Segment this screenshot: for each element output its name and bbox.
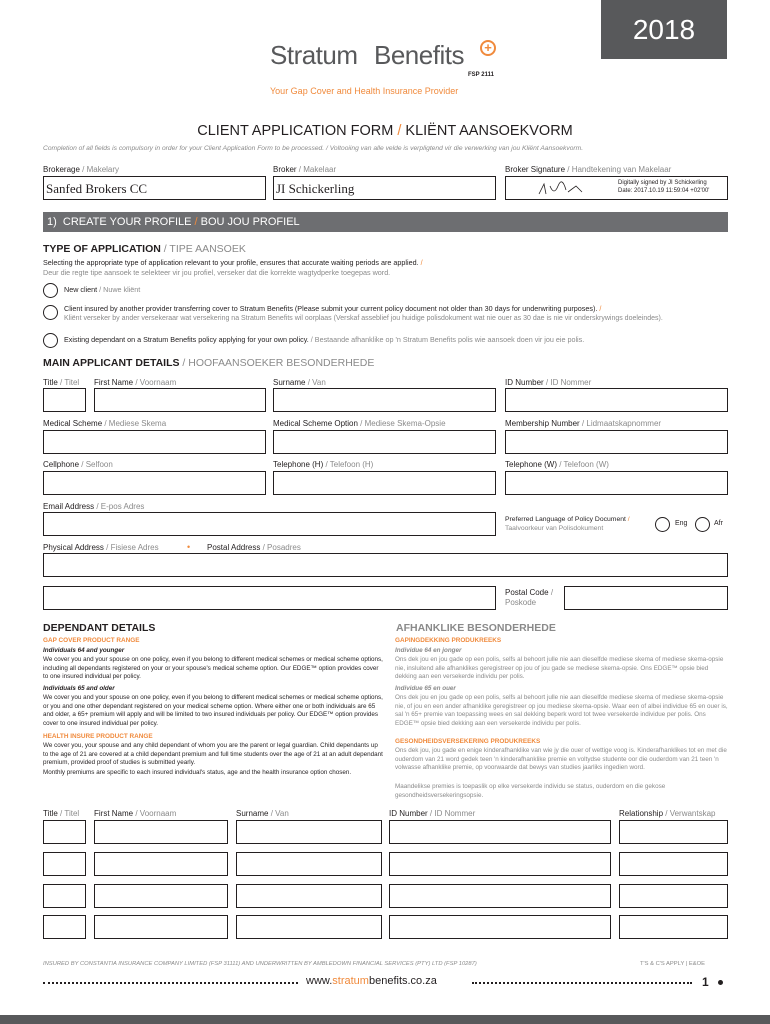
preferred-language-label: Preferred Language of Policy Document / [505,516,630,523]
logo-plus-icon: + [480,40,496,56]
gapingdekking-65-text: Ons dek jou en jou gade op een polis, selfs al behoort julle nie aan dieselfde mediese skema of mediese skema-opsie nie, of jou en een ander afhanklike geregistreer op jou mediese skema-opsie. Waar een of albei individue 65 en ouer is, sal 'n 65+ premie van toepassing wees en sal dekking beperk word tot twee versekerde individue per polis. Ons EDGE™ opsie bied dekking aan een versekerde individu per polis. [395,694,728,727]
membership-number-label: Membership Number / Lidmaatskapnommer [505,419,662,428]
type-of-application-heading: TYPE OF APPLICATION / TIPE AANSOEK [43,243,246,255]
medical-scheme-option-field[interactable] [273,430,496,454]
dep-relationship-field[interactable] [619,915,728,939]
digital-signature-line1: Digitally signed by JI Schickerling [618,180,707,186]
form-title-af: KLIËNT AANSOEKVORM [405,123,573,139]
page-number: 1 [702,975,709,989]
title-label: Title / Titel [43,378,80,387]
bullet-separator: • [187,542,191,552]
logo-word-stratum: Stratum [270,40,358,70]
gap-cover-64-heading: Individuals 64 and younger [43,647,125,654]
dep-title-header: Title / Titel [43,809,80,818]
year-tab [601,0,727,59]
dep-first-name-header: First Name / Voornaam [94,809,177,818]
gap-cover-heading: GAP COVER PRODUCT RANGE [43,637,140,644]
brokerage-field[interactable] [43,176,266,200]
type-of-application-instruction-af: Deur die regte tipe aansoek te selekteer vir jou profiel, verseker dat die korrekte wagtydperke toegepas word. [43,268,391,277]
brokerage-label: Brokerage / Makelary [43,165,120,174]
id-number-field[interactable] [505,388,728,412]
dep-title-field[interactable] [43,820,86,844]
medical-scheme-field[interactable] [43,430,266,454]
postal-code-label: Postal Code / [505,588,554,597]
dependant-details-heading-af: AFHANKLIKE BESONDERHEDE [396,622,556,634]
bottom-bar [0,1015,770,1024]
dep-first-name-field[interactable] [94,884,228,908]
dep-id-number-field[interactable] [389,915,611,939]
option-transferring-client-label-af: Kliënt verseker by ander versekeraar wat versekering na Stratum Benefits wil oorplaas (Verskaf asseblief jou huidige polisdokument wat nie ouer as 30 dae is nie vir onderskrywings doeleindes). [64,315,663,322]
option-transferring-client-label: Client insured by another provider transferring cover to Stratum Benefits (Please submit your current policy document not older than 30 days for underwriting purposes). / [64,304,602,313]
dep-relationship-header: Relationship / Verwantskap [619,809,716,818]
gap-cover-65-heading: Individuals 65 and older [43,685,115,692]
signature-scribble-icon [536,180,586,198]
gapingdekking-65-heading: Individue 65 en ouer [395,685,456,692]
gapingdekking-64-text: Ons dek jou en jou gade op een polis, selfs al behoort julle nie aan dieselfde mediese skema of mediese skema-opsie nie, insluitend alle afhanklikes geregistreer op jou of jou gade se mediese skema-opsie. Ons EDGE™ opsie bied dekking aan een versekerde individu per polis. [395,656,724,681]
main-applicant-heading: MAIN APPLICANT DETAILS / HOOFAANSOEKER BESONDERHEDE [43,357,375,369]
medical-scheme-option-label: Medical Scheme Option / Mediese Skema-Opsie [273,419,446,428]
footer-dots-left [43,982,298,984]
digital-signature-line2: Date: 2017.10.19 11:59:04 +02'00' [618,188,710,194]
page-number-dot [718,980,723,985]
broker-field[interactable] [273,176,496,200]
cellphone-label: Cellphone / Selfoon [43,460,113,469]
broker-signature-field[interactable] [505,176,728,200]
telephone-w-field[interactable] [505,471,728,495]
telephone-w-label: Telephone (W) / Telefoon (W) [505,460,609,469]
radio-new-client[interactable] [43,283,58,298]
email-label: Email Address / E-pos Adres [43,502,145,511]
maandelikse-premies-text: Maandelikse premies is toepaslik op elke versekerde individu se status, ouderdom en die gekose gesondheidsversekeringsopsie. [395,783,666,799]
brokerage-value: Sanfed Brokers CC [46,181,148,196]
postal-address-label: Postal Address / Posadres [207,543,301,552]
footer-terms: T'S & C'S APPLY | E&OE [640,961,706,967]
address-field-line1[interactable] [43,553,728,577]
health-insure-text: We cover you, your spouse and any child dependant of whom you are the parent or legal guardian. Child dependants up to the age of 21 are covered at a child dependant premium and full time students over the age of 21 at an adult dependant premium, provided proof of studies is submitted yearly. [43,742,383,767]
dep-surname-header: Surname / Van [236,809,289,818]
dep-relationship-field[interactable] [619,852,728,876]
gapingdekking-heading: GAPINGDEKKING PRODUKREEKS [395,637,502,644]
dep-surname-field[interactable] [236,915,382,939]
gap-cover-65-text: We cover you and your spouse on one policy, even if you belong to different medical schemes or medical scheme options, or you and one other dependant registered on your medical scheme option. Where either one or both individuals are 65 and older, a 65+ premium will apply and will be limited to two insured individuals per policy. Our EDGE™ option provides cover to one insured individual per policy. [43,694,383,727]
radio-language-afr[interactable] [695,517,710,532]
health-insure-heading: HEALTH INSURE PRODUCT RANGE [43,733,153,740]
tagline: Your Gap Cover and Health Insurance Provider [270,86,459,96]
telephone-h-label: Telephone (H) / Telefoon (H) [273,460,374,469]
first-name-field[interactable] [94,388,266,412]
radio-language-eng[interactable] [655,517,670,532]
section-bar-create-profile: 1) CREATE YOUR PROFILE / BOU JOU PROFIEL [43,212,728,232]
dep-id-number-field[interactable] [389,852,611,876]
dep-title-field[interactable] [43,915,86,939]
type-of-application-instruction: Selecting the appropriate type of application relevant to your profile, ensures that accurate waiting periods are applied. / [43,258,423,267]
email-field[interactable] [43,512,496,536]
telephone-h-field[interactable] [273,471,496,495]
first-name-label: First Name / Voornaam [94,378,177,387]
monthly-premiums-text: Monthly premiums are specific to each insured individual's status, age and the health insurance option chosen. [43,769,352,776]
broker-value: JI Schickerling [276,181,355,196]
form-title [0,123,770,139]
option-existing-dependant-label: Existing dependant on a Stratum Benefits policy applying for your own policy. / Bestaande afhanklike op 'n Stratum Benefits polis wie aansoek doen vir jou eie polis. [64,335,585,344]
title-field[interactable] [43,388,86,412]
form-title-en: CLIENT APPLICATION FORM [197,123,394,139]
broker-label: Broker / Makelaar [273,165,337,174]
dep-surname-field[interactable] [236,884,382,908]
dep-relationship-field[interactable] [619,820,728,844]
dep-first-name-field[interactable] [94,820,228,844]
gesondheid-heading: GESONDHEIDSVERSEKERING PRODUKREEKS [395,738,541,745]
dependant-details-heading: DEPENDANT DETAILS [43,622,156,634]
footer-dots-right [472,982,692,984]
broker-signature-label: Broker Signature / Handtekening van Makelaar [505,165,672,174]
footer-website-link[interactable]: www.stratumbenefits.co.za [306,975,437,987]
footer-insured-by: INSURED BY CONSTANTIA INSURANCE COMPANY LIMITED (FSP 31111) AND UNDERWRITTEN BY AMBLEDOWN FINANCIAL SERVICES (PTY) LTD (FSP 10287) [43,961,477,967]
medical-scheme-label: Medical Scheme / Mediese Skema [43,419,167,428]
postal-code-field[interactable] [564,586,728,610]
dep-relationship-field[interactable] [619,884,728,908]
preferred-language-label-af: Taalvoorkeur van Polisdokument [505,525,604,532]
gesondheid-text: Ons dek jou, jou gade en enige kinderafhanklike van wie jy die ouer of wettige voog is. Kinderafhanklikes tot en met die ouderdom van 21 word gedek teen 'n kinderafhanklike premie en voltydse studente oor die ouderdom van 21 teen 'n volwasse afhanklike premie, op voorwaarde dat bewys van studies jaarliks ingedien word. [395,747,727,772]
option-new-client-label: New client / Nuwe kliënt [64,285,141,294]
dep-first-name-field[interactable] [94,915,228,939]
logo-word-benefits: Benefits [374,40,464,70]
form-title-sep: / [393,123,406,139]
postal-code-label-af: Poskode [505,598,537,607]
surname-label: Surname / Van [273,378,326,387]
gap-cover-64-text: We cover you and your spouse on one policy, even if you belong to different medical schemes or medical scheme options, including all dependants registered on your or your spouse's medical scheme option. Our EDGE™ option provides cover to one insured individual per policy. [43,656,383,681]
dep-id-number-field[interactable] [389,884,611,908]
id-number-label: ID Number / ID Nommer [505,378,592,387]
year-label: 2018 [632,13,696,45]
dep-title-field[interactable] [43,884,86,908]
physical-address-label: Physical Address / Fisiese Adres [43,543,159,552]
language-afr-label: Afr [714,520,723,527]
dep-surname-field[interactable] [236,820,382,844]
dep-surname-field[interactable] [236,852,382,876]
stratum-logo [270,40,510,80]
completion-note: Completion of all fields is compulsory in order for your Client Application Form to be processed. / Voltooiing van alle velde is verpligtend vir die verwerking van jou Kliënt Aansoekvorm. [43,145,584,152]
dep-title-field[interactable] [43,852,86,876]
logo-fsp: FSP 2111 [468,72,494,78]
dep-first-name-field[interactable] [94,852,228,876]
cellphone-field[interactable] [43,471,266,495]
dep-id-number-header: ID Number / ID Nommer [389,809,476,818]
membership-number-field[interactable] [505,430,728,454]
language-eng-label: Eng [675,520,688,527]
address-field-line2[interactable] [43,586,496,610]
radio-transferring-client[interactable] [43,305,58,320]
dep-id-number-field[interactable] [389,820,611,844]
gapingdekking-64-heading: Individue 64 en jonger [395,647,462,654]
surname-field[interactable] [273,388,496,412]
radio-existing-dependant[interactable] [43,333,58,348]
